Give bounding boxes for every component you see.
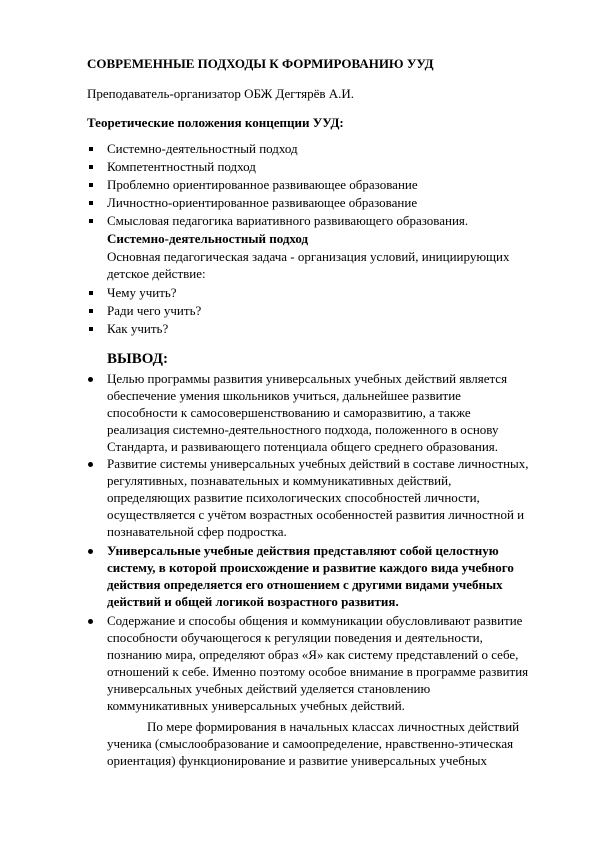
- conclusion-line: познанию мира, определяют образ «Я» как систему представлений о себе,: [107, 647, 519, 662]
- list-bullet: [88, 462, 93, 467]
- list-bullet: [89, 219, 93, 223]
- list-bullet: [89, 309, 93, 313]
- section-heading: Теоретические положения концепции УУД:: [87, 115, 344, 130]
- conclusion-line: осуществляется с учётом возрастных особенностей развития личностной и: [107, 507, 525, 522]
- list-bullet: [88, 549, 93, 554]
- list-bullet: [89, 183, 93, 187]
- conclusion-heading: ВЫВОД:: [107, 351, 168, 367]
- conclusion-line: Универсальные учебные действия представляют собой целостную: [107, 543, 499, 558]
- list-item-approach: Проблемно ориентированное развивающее образование: [107, 177, 418, 192]
- list-bullet: [88, 619, 93, 624]
- list-item-approach: Личностно-ориентированное развивающее образование: [107, 195, 418, 210]
- conclusion-line: универсальных учебных действий уделяется становлению: [107, 681, 431, 696]
- conclusion-line: способности к самосовершенствованию и саморазвитию, а также: [107, 405, 471, 420]
- question-item: Как учить?: [107, 321, 169, 336]
- conclusion-line: обеспечение умения школьников учиться, дальнейшее развитие: [107, 388, 461, 403]
- list-bullet: [89, 327, 93, 331]
- conclusion-line: отношений к себе. Именно поэтому особое внимание в программе развития: [107, 664, 529, 679]
- conclusion-line: познавательной сфер подростка.: [107, 524, 287, 539]
- document-title: СОВРЕМЕННЫЕ ПОДХОДЫ К ФОРМИРОВАНИЮ УУД: [87, 56, 434, 71]
- list-bullet: [89, 201, 93, 205]
- list-bullet: [88, 377, 93, 382]
- conclusion-line: Стандарта, и развивающего потенциала общего среднего образования.: [107, 439, 499, 454]
- conclusion-line: реализация системно-деятельностного подхода, положенного в основу: [107, 422, 499, 437]
- conclusion-line: способности обучающегося к регуляции поведения и деятельности,: [107, 630, 483, 645]
- list-item-approach: Компетентностный подход: [107, 159, 256, 174]
- conclusion-line: определяющих развитие психологических способностей личности,: [107, 490, 480, 505]
- conclusion-line: систему, в которой происхождение и развитие каждого вида учебного: [107, 560, 514, 575]
- task-line: Основная педагогическая задача - организация условий, инициирующих: [107, 249, 510, 264]
- conclusion-line: регулятивных, познавательных и коммуникативных действий,: [107, 473, 452, 488]
- conclusion-line: Целью программы развития универсальных учебных действий является: [107, 371, 508, 386]
- list-item-approach: Системно-деятельностный подход: [107, 141, 298, 156]
- closing-line: ориентация) функционирование и развитие универсальных учебных: [107, 753, 488, 768]
- closing-line: ученика (смыслообразование и самоопределение, нравственно-этическая: [107, 736, 514, 751]
- subheading: Системно-деятельностный подход: [107, 231, 309, 246]
- conclusion-line: Развитие системы универсальных учебных действий в составе личностных,: [107, 456, 529, 471]
- closing-line: По мере формирования в начальных классах личностных действий: [147, 719, 520, 734]
- conclusion-line: коммуникативных универсальных учебных действий.: [107, 698, 405, 713]
- conclusion-line: действия определяется его отношением с другими видами учебных: [107, 577, 503, 592]
- conclusion-line: Содержание и способы общения и коммуникации обусловливают развитие: [107, 613, 523, 628]
- list-item-approach: Смысловая педагогика вариативного развивающего образования.: [107, 213, 469, 228]
- question-item: Чему учить?: [107, 285, 177, 300]
- list-bullet: [89, 291, 93, 295]
- task-line: детское действие:: [107, 266, 206, 281]
- list-bullet: [89, 165, 93, 169]
- conclusion-line: действий и общей логикой возрастного развития.: [107, 594, 399, 609]
- question-item: Ради чего учить?: [107, 303, 202, 318]
- list-bullet: [89, 147, 93, 151]
- author-line: Преподаватель-организатор ОБЖ Дегтярёв А.И.: [87, 86, 355, 101]
